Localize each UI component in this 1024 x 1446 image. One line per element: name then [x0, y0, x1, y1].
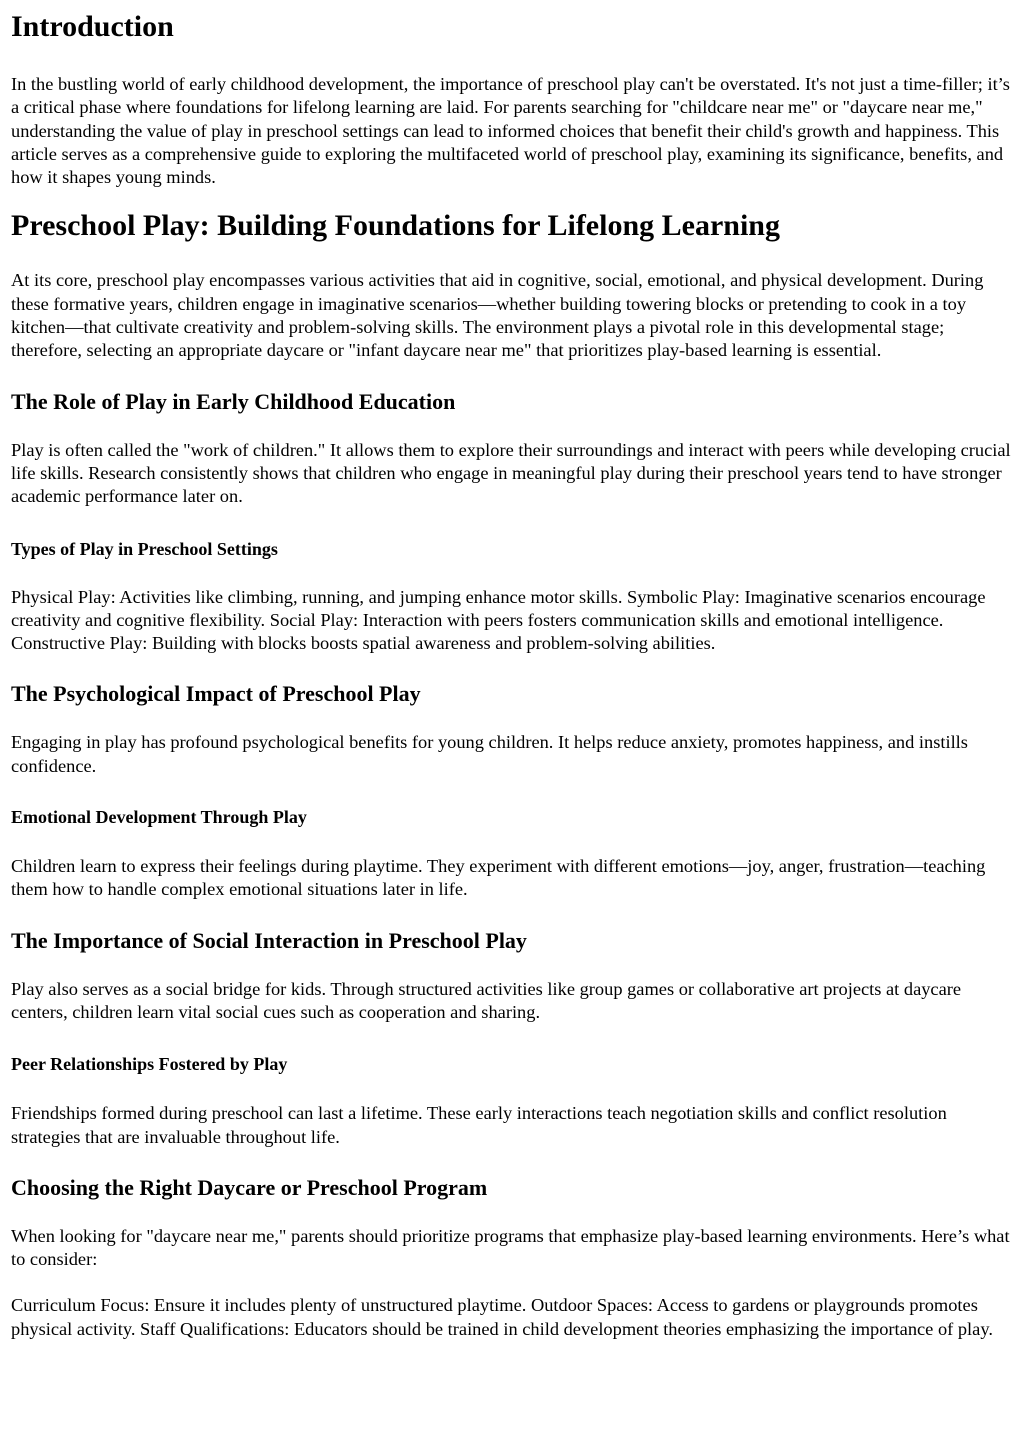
subparagraph-emotional-development: Children learn to express their feelings during playtime. They experiment with different emotions—joy, anger, frustration—teaching them how to handle complex emotional situations later in life.: [11, 856, 986, 900]
section-paragraph-psychological-impact: Engaging in play has profound psychological benefits for young children. It helps reduce anxiety, promotes happiness, and instills confidence.: [11, 732, 968, 776]
section-heading-social-interaction: The Importance of Social Interaction in Preschool Play: [11, 927, 527, 953]
subparagraph-types-of-play: Physical Play: Activities like climbing, running, and jumping enhance motor skills. Symbolic Play: Imaginative scenarios encourage creativity and cognitive flexibility. Social Play: Interaction with peers fosters communication skills and emotional intelligence. Constructive Play: Building with blocks boosts spatial awareness and problem-solving abilities.: [11, 586, 986, 654]
section-paragraph-considerations: Curriculum Focus: Ensure it includes plenty of unstructured playtime. Outdoor Spaces: Access to gardens or playgrounds promotes physical activity. Staff Qualifications: Educators should be trained in child development theories emphasizing the importance of play.: [11, 1295, 993, 1339]
intro-paragraph: In the bustling world of early childhood development, the importance of preschool play can't be overstated. It's not just a time-filler; it’s a critical phase where foundations for lifelong learning are laid. For parents searching for "childcare near me" or "daycare near me," understanding the value of play in preschool settings can lead to informed choices that benefit their child's growth and happiness. This article serves as a comprehensive guide to exploring the multifaceted world of preschool play, examining its significance, benefits, and how it shapes young minds.: [11, 74, 1010, 188]
section-heading-role-of-play: The Role of Play in Early Childhood Education: [11, 388, 456, 414]
subheading-peer-relationships: Peer Relationships Fostered by Play: [11, 1054, 288, 1075]
section-paragraph-choosing-daycare: When looking for "daycare near me," parents should prioritize programs that emphasize play-based learning environments. Here’s what to consider:: [11, 1225, 1010, 1270]
subparagraph-peer-relationships: Friendships formed during preschool can last a lifetime. These early interactions teach negotiation skills and conflict resolution strategies that are invaluable throughout life.: [11, 1103, 947, 1147]
subheading-types-of-play: Types of Play in Preschool Settings: [11, 538, 278, 559]
section-heading-psychological-impact: The Psychological Impact of Preschool Play: [11, 681, 421, 707]
main-heading: Preschool Play: Building Foundations for Lifelong Learning: [11, 209, 780, 243]
main-paragraph: At its core, preschool play encompasses various activities that aid in cognitive, social, emotional, and physical development. During these formative years, children engage in imaginative scenarios—whether building towering blocks or pretending to cook in a toy kitchen—that cultivate creativity and problem-solving skills. The environment plays a pivotal role in this developmental stage; therefore, selecting an appropriate daycare or "infant daycare near me" that prioritizes play-based learning is essential.: [11, 270, 984, 361]
section-heading-choosing-daycare: Choosing the Right Daycare or Preschool Program: [11, 1174, 488, 1200]
subheading-emotional-development: Emotional Development Through Play: [11, 807, 307, 828]
section-paragraph-social-interaction: Play also serves as a social bridge for kids. Through structured activities like group games or collaborative art projects at daycare centers, children learn vital social cues such as cooperation and sharing.: [11, 978, 962, 1022]
section-paragraph-role-of-play: Play is often called the "work of children." It allows them to explore their surroundings and interact with peers while developing crucial life skills. Research consistently shows that children who engage in meaningful play during their preschool years tend to have stronger academic performance later on.: [11, 439, 1011, 507]
intro-heading: Introduction: [11, 10, 174, 43]
